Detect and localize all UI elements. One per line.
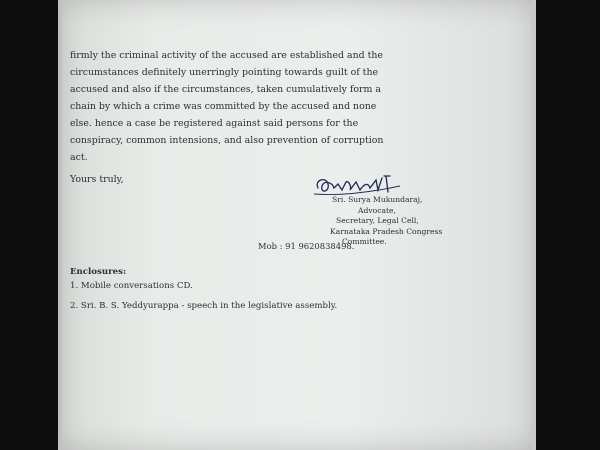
signatory-name: Sri. Surya Mukundaraj, bbox=[332, 195, 423, 204]
body-line: else. hence a case be registered against said persons for the bbox=[70, 118, 359, 129]
body-line: conspiracy, common intensions, and also prevention of corruption bbox=[70, 135, 384, 146]
body-line: circumstances definitely unerringly pointing towards guilt of the bbox=[70, 67, 379, 78]
signatory-title: Advocate, bbox=[358, 205, 396, 215]
enclosure-item: 2. Sri. B. S. Yeddyurappa - speech in the legislative assembly. bbox=[70, 301, 338, 311]
page-edge-right bbox=[532, 0, 536, 450]
page-edge-left bbox=[58, 0, 62, 450]
body-line: firmly the criminal activity of the accused are established and the bbox=[70, 50, 383, 61]
closing-salutation: Yours truly, bbox=[70, 174, 124, 185]
mobile-number: Mob : 91 9620838498. bbox=[258, 241, 355, 251]
signatory-org-cont: Committee. bbox=[342, 237, 387, 246]
signatory-position: Secretary, Legal Cell, bbox=[336, 216, 419, 225]
letter-body bbox=[70, 47, 390, 166]
enclosure-item: 1. Mobile conversations CD. bbox=[70, 281, 193, 291]
body-line: chain by which a crime was committed by the accused and none bbox=[70, 101, 377, 112]
signatory-org: Karnataka Pradesh Congress bbox=[330, 226, 443, 236]
enclosures-title: Enclosures: bbox=[70, 267, 127, 277]
body-line: act. bbox=[70, 152, 88, 163]
body-line: accused and also if the circumstances, taken cumulatively form a bbox=[70, 84, 381, 95]
